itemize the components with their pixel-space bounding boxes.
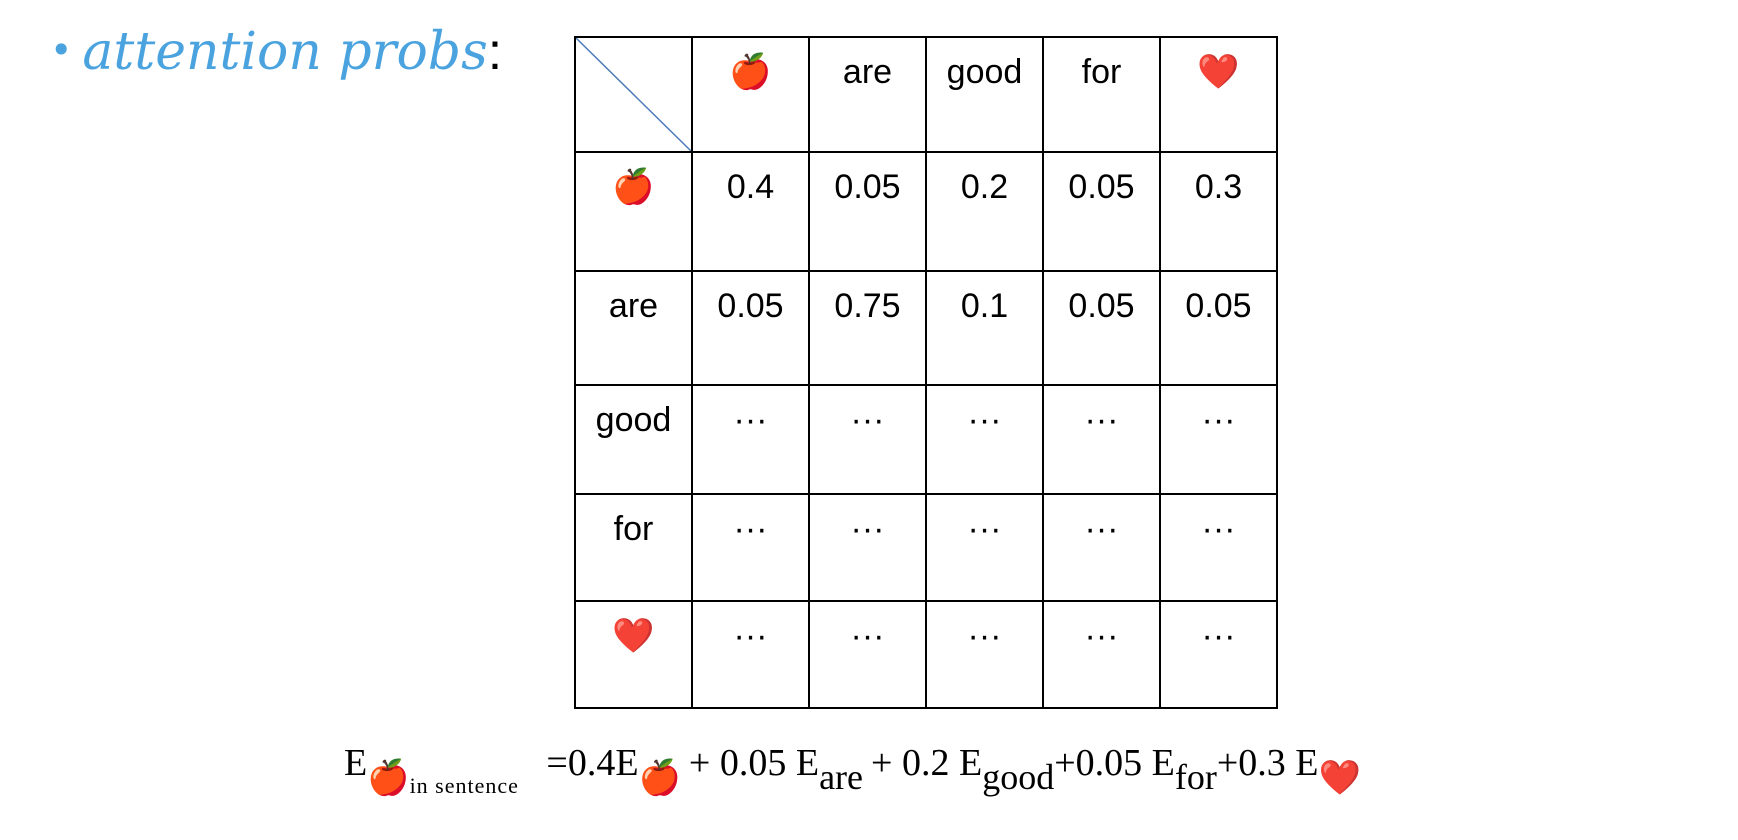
bullet-icon: • bbox=[50, 28, 73, 72]
table-cell: 0.05 bbox=[1160, 271, 1277, 385]
table-cell: ··· bbox=[926, 601, 1043, 708]
table-cell: ··· bbox=[692, 494, 809, 601]
formula-term-heart: +0.3 E❤️ bbox=[1216, 742, 1361, 798]
table-cell: 0.2 bbox=[926, 152, 1043, 271]
table-cell: ··· bbox=[692, 601, 809, 708]
apple-icon: 🍎 bbox=[729, 52, 772, 92]
row-header-heart bbox=[575, 601, 692, 708]
slide-heading bbox=[50, 18, 502, 84]
col-header-good: good bbox=[926, 37, 1043, 152]
table-header-row bbox=[575, 37, 1277, 152]
apple-icon: 🍎 bbox=[612, 167, 655, 207]
table-cell: ··· bbox=[926, 494, 1043, 601]
col-header-apple bbox=[692, 37, 809, 152]
formula-equals: = bbox=[546, 742, 568, 784]
table-cell: ··· bbox=[809, 385, 926, 494]
table-row bbox=[575, 152, 1277, 271]
table-row bbox=[575, 385, 1277, 494]
table-cell: 0.05 bbox=[809, 152, 926, 271]
table-cell: 0.75 bbox=[809, 271, 926, 385]
corner-cell bbox=[575, 37, 692, 152]
table-cell: 0.05 bbox=[1043, 152, 1160, 271]
table-row bbox=[575, 601, 1277, 708]
table-cell: ··· bbox=[809, 601, 926, 708]
table-cell: ··· bbox=[1043, 385, 1160, 494]
table-cell: 0.05 bbox=[1043, 271, 1160, 385]
formula-term-good: + 0.2 $E_{good}$ bbox=[871, 742, 1055, 797]
col-header-for: for bbox=[1043, 37, 1160, 152]
formula-term-apple: 0.4E🍎 bbox=[567, 742, 681, 798]
table-cell: 0.3 bbox=[1160, 152, 1277, 271]
embedding-formula bbox=[344, 738, 1361, 798]
formula-lhs: $E🍎_{in sentence}$ bbox=[344, 742, 519, 798]
row-header-are: are bbox=[575, 271, 692, 385]
heading-colon: : bbox=[487, 23, 503, 81]
table-cell: ··· bbox=[809, 494, 926, 601]
diagonal-line bbox=[576, 38, 691, 151]
row-header-for: for bbox=[575, 494, 692, 601]
col-header-heart bbox=[1160, 37, 1277, 152]
col-header-are: are bbox=[809, 37, 926, 152]
table-cell: ··· bbox=[692, 385, 809, 494]
heart-icon: ❤️ bbox=[612, 616, 655, 656]
table-cell: 0.05 bbox=[692, 271, 809, 385]
heart-icon: ❤️ bbox=[1197, 52, 1240, 92]
table-cell: ··· bbox=[1043, 494, 1160, 601]
table-cell: ··· bbox=[1160, 601, 1277, 708]
formula-term-are: + 0.05 $E_{are}$ bbox=[688, 742, 864, 797]
formula-lhs-subscript: in sentence bbox=[409, 773, 519, 798]
row-header-apple bbox=[575, 152, 692, 271]
attention-probs-table bbox=[574, 36, 1278, 709]
table-row bbox=[575, 494, 1277, 601]
table-cell: 0.4 bbox=[692, 152, 809, 271]
table-cell: ··· bbox=[1160, 385, 1277, 494]
row-header-good: good bbox=[575, 385, 692, 494]
table-cell: ··· bbox=[926, 385, 1043, 494]
table-cell: 0.1 bbox=[926, 271, 1043, 385]
table-cell: ··· bbox=[1160, 494, 1277, 601]
heading-title: attention probs bbox=[82, 22, 488, 82]
table-cell: ··· bbox=[1043, 601, 1160, 708]
table-row bbox=[575, 271, 1277, 385]
formula-term-for: +0.05 $E_{for}$ bbox=[1054, 742, 1217, 797]
